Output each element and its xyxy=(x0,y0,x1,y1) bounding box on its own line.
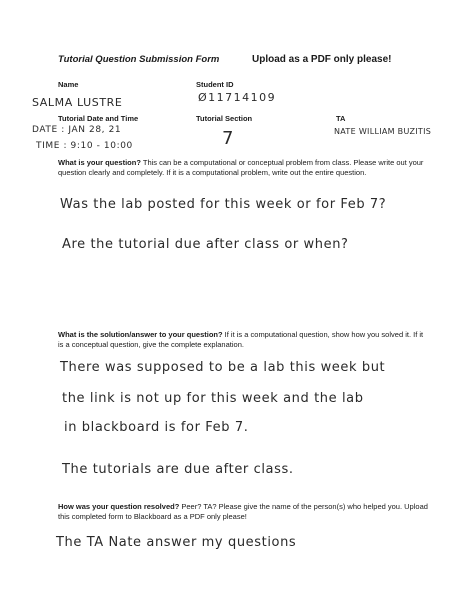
resolution-prompt xyxy=(58,502,428,522)
date-time-label: Tutorial Date and Time xyxy=(58,114,139,123)
student-id-value: Ø11714109 xyxy=(198,91,277,104)
answer-line-4: The tutorials are due after class. xyxy=(62,462,294,477)
answer-prompt-rest: If it is a computational question, show how you solved it. If it is a conceptual question, give the complete explanation. xyxy=(58,330,424,349)
student-id-label: Student ID xyxy=(196,80,234,89)
resolution-line-1: The TA Nate answer my questions xyxy=(56,535,297,550)
question-prompt xyxy=(58,158,428,178)
resolution-prompt-bold: How was your question resolved? xyxy=(58,502,180,511)
answer-line-2: the link is not up for this week and the lab xyxy=(62,391,364,406)
question-prompt-bold: What is your question? xyxy=(58,158,141,167)
section-value: 7 xyxy=(222,128,235,149)
answer-prompt xyxy=(58,330,428,350)
resolution-prompt-rest: Peer? TA? Please give the name of the person(s) who helped you. Upload this completed form to Blackboard as a PDF only please! xyxy=(58,502,428,521)
answer-line-1: There was supposed to be a lab this week but xyxy=(60,360,386,375)
name-value: SALMA LUSTRE xyxy=(32,96,123,109)
name-label: Name xyxy=(58,80,79,89)
form-title: Tutorial Question Submission Form xyxy=(58,54,220,65)
section-label: Tutorial Section xyxy=(196,114,253,123)
question-line-1: Was the lab posted for this week or for Feb 7? xyxy=(60,197,387,212)
answer-line-3: in blackboard is for Feb 7. xyxy=(64,420,249,435)
upload-note: Upload as a PDF only please! xyxy=(252,54,392,65)
question-line-2: Are the tutorial due after class or when? xyxy=(62,237,349,252)
date-value: DATE : JAN 28, 21 xyxy=(32,125,122,135)
time-value: TIME : 9:10 - 10:00 xyxy=(36,141,133,151)
ta-label: TA xyxy=(336,114,346,123)
answer-prompt-bold: What is the solution/answer to your question? xyxy=(58,330,223,339)
question-prompt-rest: This can be a computational or conceptual problem from class. Please write out your question clearly and completely. If it is a computational problem, write out the entire question. xyxy=(58,158,424,177)
ta-value: NATE WILLIAM BUZITIS xyxy=(334,127,432,136)
